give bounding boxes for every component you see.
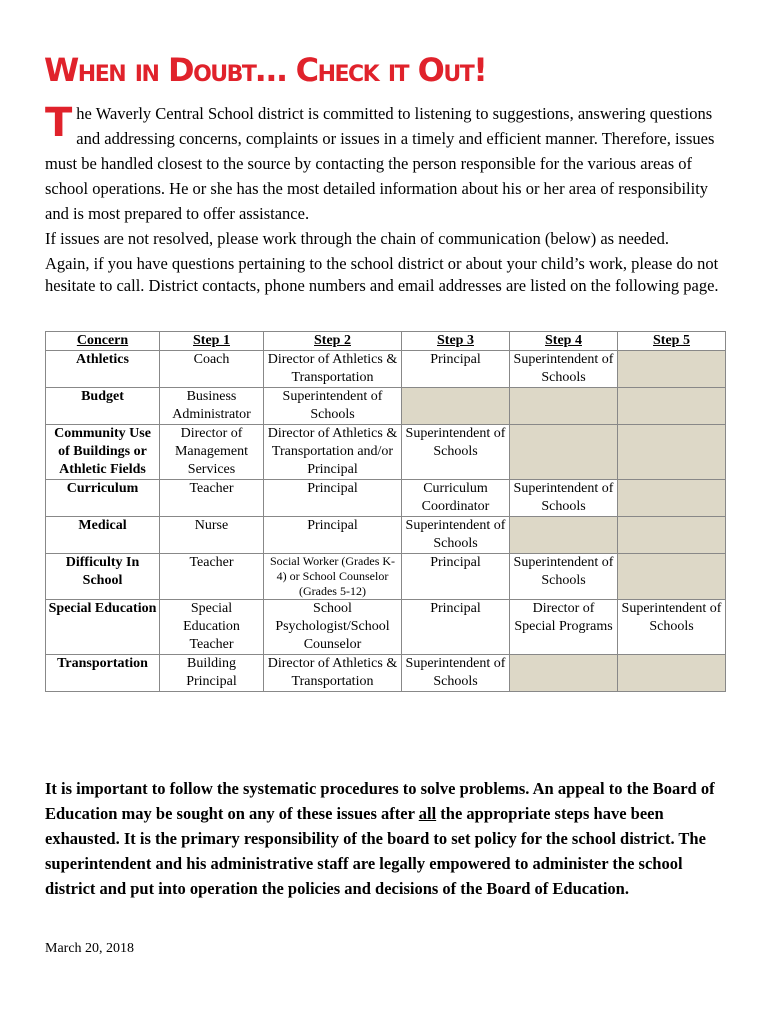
header-step-5: Step 5 bbox=[618, 332, 726, 351]
title-part-1: When in Doubt… bbox=[44, 51, 286, 89]
step-3-cell: Curriculum Coordinator bbox=[402, 480, 510, 517]
step-2-cell: Director of Athletics & Transportation bbox=[264, 351, 402, 388]
step-1-cell: Coach bbox=[160, 351, 264, 388]
document-date: March 20, 2018 bbox=[45, 941, 135, 956]
step-3-cell: Principal bbox=[402, 600, 510, 655]
step-4-cell: Director of Special Programs bbox=[510, 600, 618, 655]
step-3-cell: Superintendent of Schools bbox=[402, 655, 510, 692]
closing-part-1: It is important to follow the systematic procedures to solve problems. An appeal to the Board of Education may be sought on any of these issues after bbox=[45, 779, 715, 823]
concern-cell: Medical bbox=[46, 517, 160, 554]
step-2-cell: Director of Athletics & Transportation bbox=[264, 655, 402, 692]
intro-paragraph-2: If issues are not resolved, please work through the chain of communication (below) as needed. bbox=[45, 229, 670, 248]
step-4-cell bbox=[510, 655, 618, 692]
closing-part-2: the appropriate steps have been exhausted. It is the primary responsibility of the board to set policy for the school district. The superintendent and his administrative staff are legally empowered to administer the school district and put into operation the policies and decisions of the Board of Education. bbox=[45, 804, 706, 898]
chain-of-communication-table bbox=[45, 331, 726, 692]
step-3-cell: Principal bbox=[402, 351, 510, 388]
step-3-cell: Principal bbox=[402, 554, 510, 600]
table-row bbox=[46, 480, 726, 517]
step-5-cell bbox=[618, 480, 726, 517]
step-1-cell: Building Principal bbox=[160, 655, 264, 692]
step-4-cell bbox=[510, 517, 618, 554]
step-5-cell bbox=[618, 554, 726, 600]
step-4-cell: Superintendent of Schools bbox=[510, 480, 618, 517]
header-concern: Concern bbox=[46, 332, 160, 351]
step-2-cell: Director of Athletics & Transportation and/or Principal bbox=[264, 425, 402, 480]
step-2-cell: Social Worker (Grades K-4) or School Counselor (Grades 5-12) bbox=[264, 554, 402, 600]
closing-statement bbox=[45, 776, 725, 901]
step-1-cell: Special Education Teacher bbox=[160, 600, 264, 655]
table-row bbox=[46, 425, 726, 480]
concern-cell: Budget bbox=[46, 388, 160, 425]
intro-paragraph-1-text: he Waverly Central School district is committed to listening to suggestions, answering questions and addressing concerns, complaints or issues in a timely and efficient manner. Therefore, issues must be handled closest to the source by contacting the person responsible for the various areas of school operations. He or she has the most detailed information about his or her area of responsibility and is most prepared to offer assistance. bbox=[45, 104, 715, 223]
table-row bbox=[46, 554, 726, 600]
concern-cell: Athletics bbox=[46, 351, 160, 388]
step-2-cell: Principal bbox=[264, 517, 402, 554]
table-row bbox=[46, 517, 726, 554]
table-row bbox=[46, 388, 726, 425]
step-4-cell bbox=[510, 388, 618, 425]
intro-text bbox=[45, 101, 725, 297]
step-5-cell bbox=[618, 425, 726, 480]
header-step-3: Step 3 bbox=[402, 332, 510, 351]
step-5-cell bbox=[618, 351, 726, 388]
step-3-cell bbox=[402, 388, 510, 425]
step-2-cell: Superintendent of Schools bbox=[264, 388, 402, 425]
concern-cell: Difficulty In School bbox=[46, 554, 160, 600]
step-5-cell bbox=[618, 517, 726, 554]
concern-cell: Transportation bbox=[46, 655, 160, 692]
header-step-1: Step 1 bbox=[160, 332, 264, 351]
step-3-cell: Superintendent of Schools bbox=[402, 425, 510, 480]
concern-cell: Community Use of Buildings or Athletic Fields bbox=[46, 425, 160, 480]
step-4-cell: Superintendent of Schools bbox=[510, 554, 618, 600]
table-header-row bbox=[46, 332, 726, 351]
step-3-cell: Superintendent of Schools bbox=[402, 517, 510, 554]
step-4-cell: Superintendent of Schools bbox=[510, 351, 618, 388]
closing-emphasis: all bbox=[418, 804, 437, 823]
step-1-cell: Teacher bbox=[160, 554, 264, 600]
step-1-cell: Director of Management Services bbox=[160, 425, 264, 480]
step-5-cell bbox=[618, 655, 726, 692]
step-1-cell: Teacher bbox=[160, 480, 264, 517]
step-4-cell bbox=[510, 425, 618, 480]
step-5-cell: Superintendent of Schools bbox=[618, 600, 726, 655]
drop-cap: T bbox=[45, 100, 73, 146]
table-row bbox=[46, 351, 726, 388]
intro-paragraph-3: Again, if you have questions pertaining to the school district or about your child’s work, please do not hesitate to call. District contacts, phone numbers and email addresses are listed on the following page. bbox=[45, 254, 719, 295]
title-part-2: Check it Out! bbox=[295, 51, 487, 89]
step-2-cell: School Psychologist/School Counselor bbox=[264, 600, 402, 655]
step-2-cell: Principal bbox=[264, 480, 402, 517]
step-1-cell: Nurse bbox=[160, 517, 264, 554]
page-title bbox=[44, 51, 487, 89]
intro-paragraph-1 bbox=[45, 101, 725, 226]
table-row bbox=[46, 655, 726, 692]
concern-cell: Curriculum bbox=[46, 480, 160, 517]
header-step-2: Step 2 bbox=[264, 332, 402, 351]
concern-cell: Special Education bbox=[46, 600, 160, 655]
step-1-cell: Business Administrator bbox=[160, 388, 264, 425]
header-step-4: Step 4 bbox=[510, 332, 618, 351]
step-5-cell bbox=[618, 388, 726, 425]
table-row bbox=[46, 600, 726, 655]
